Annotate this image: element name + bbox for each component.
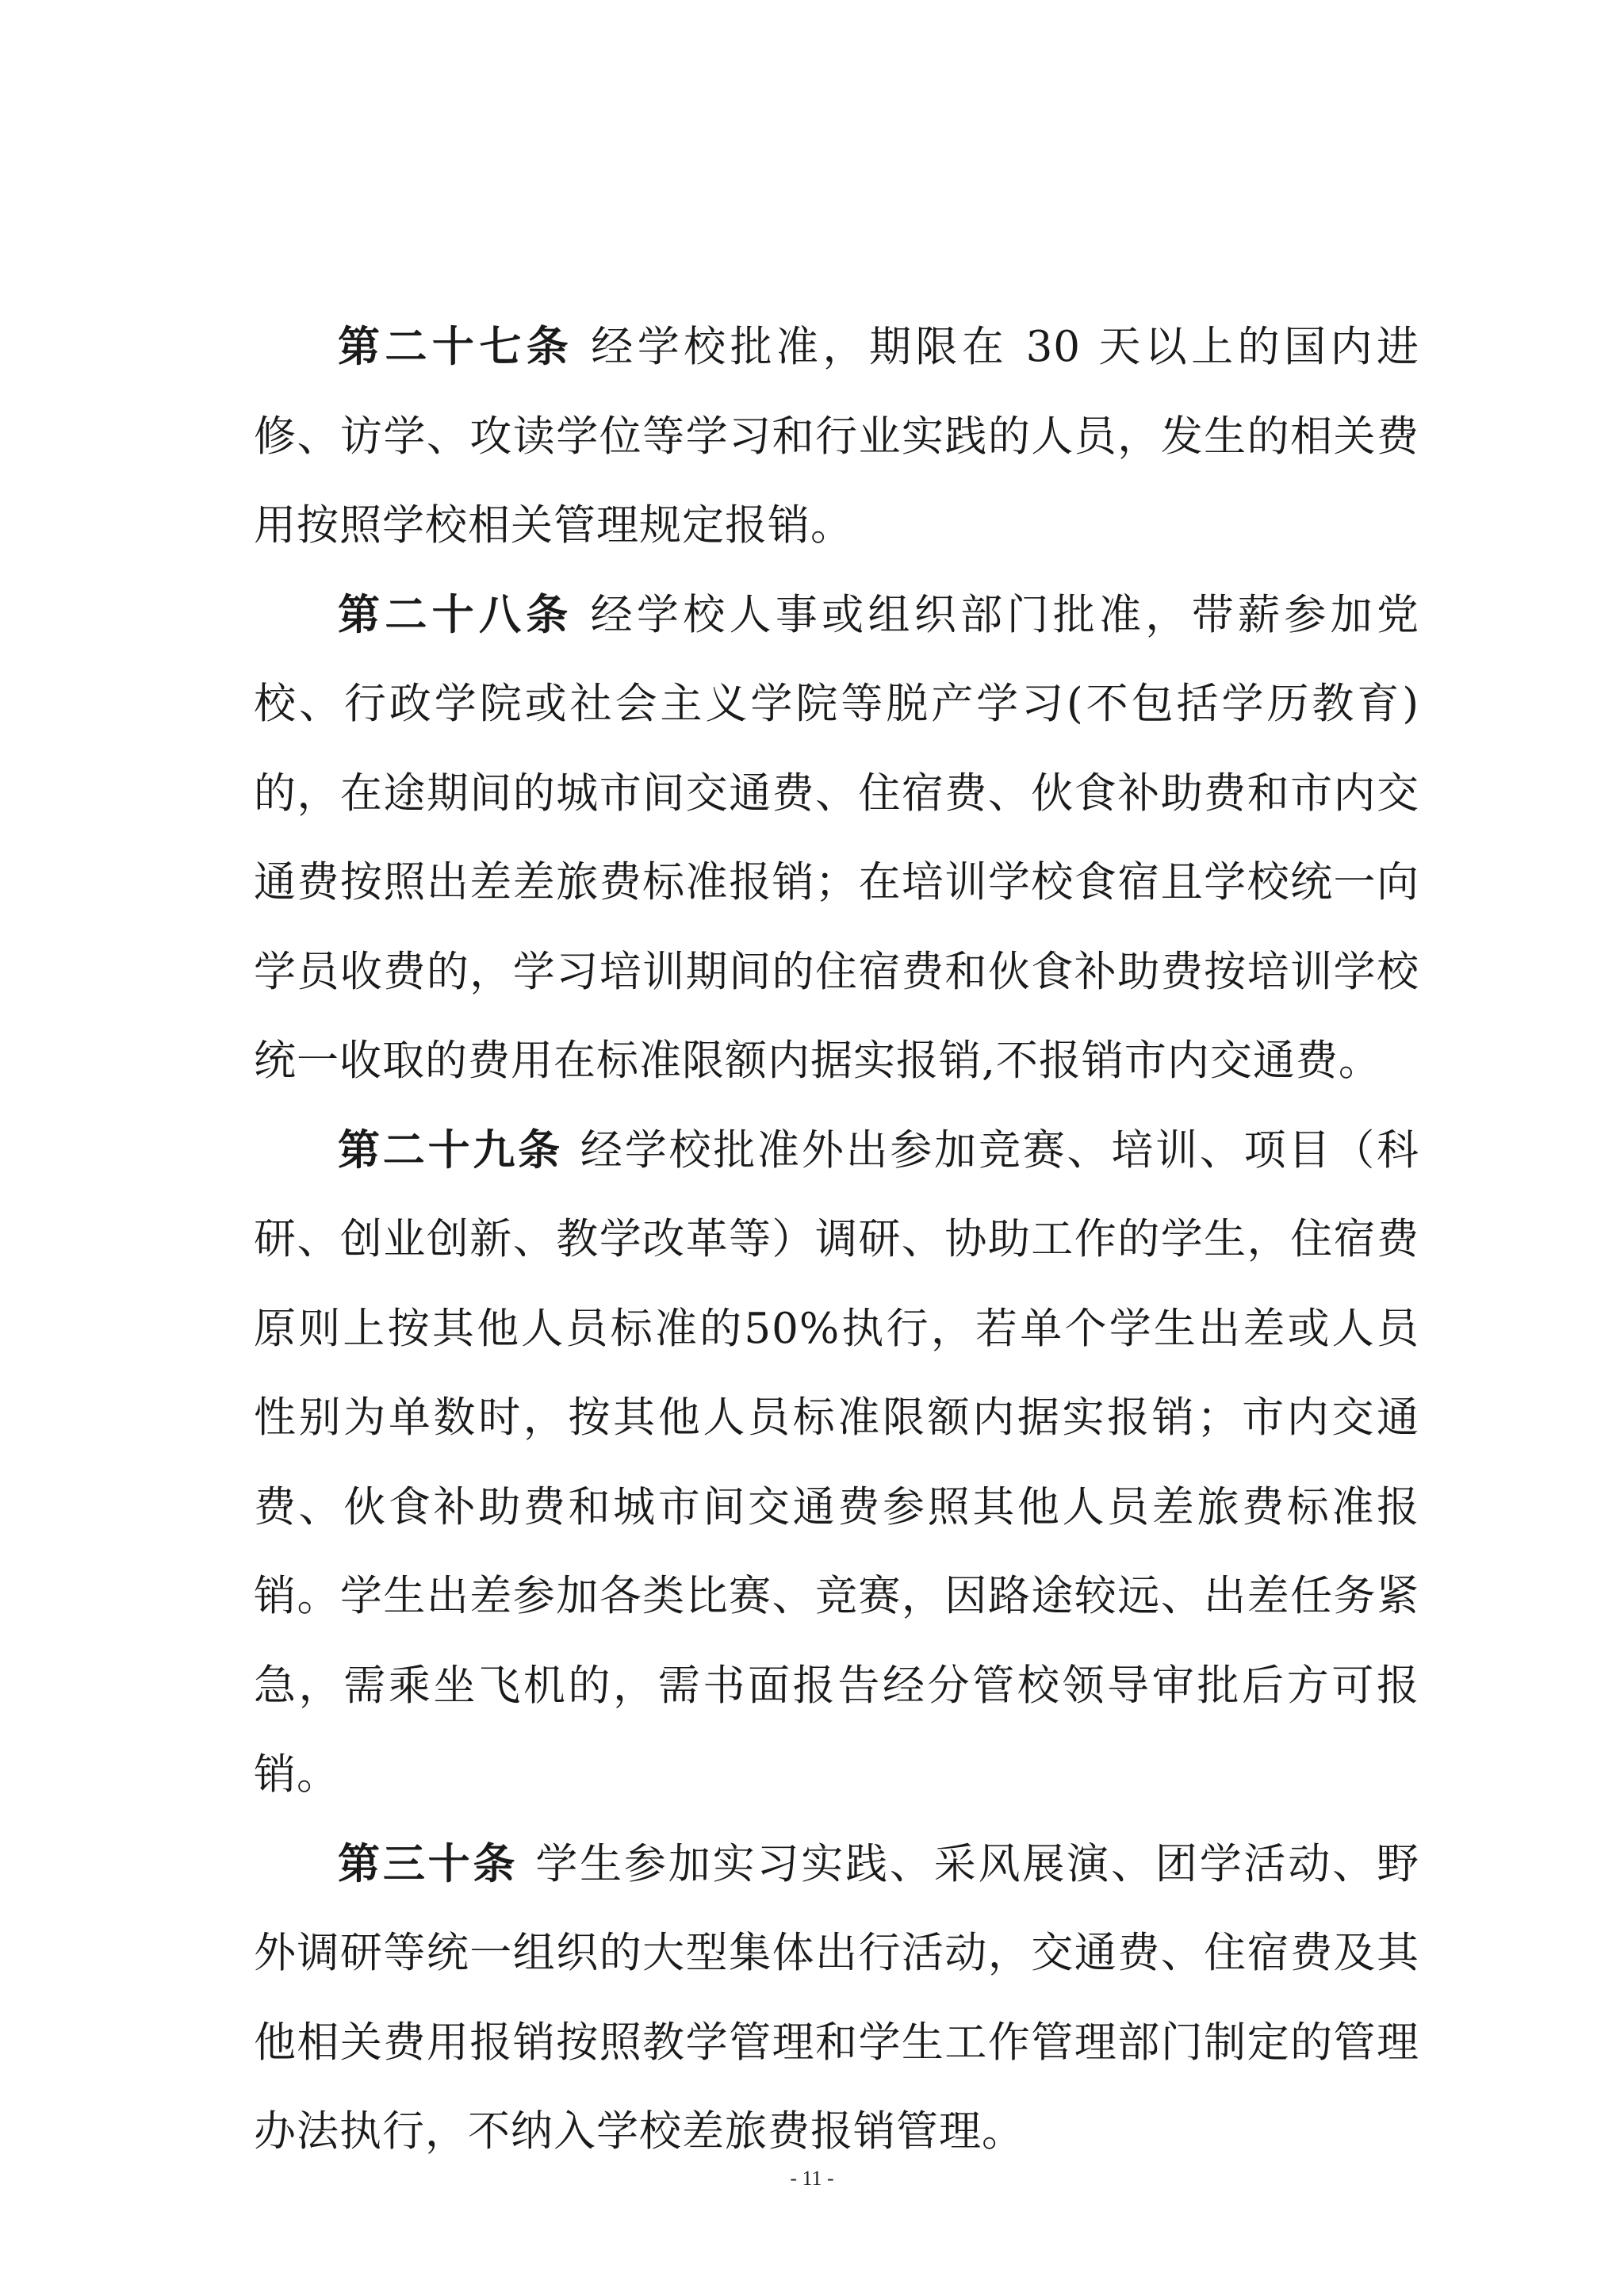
article-28-text: 经学校人事或组织部门批准，带薪参加党校、行政学院或社会主义学院等脱产学习(不包括学历教育)的，在途期间的城市间交通费、住宿费、伙食补助费和市内交通费按照出差差旅费标准报销；在培训学校食宿且学校统一向学员收费的，学习培训期间的住宿费和伙食补助费按培训学校统一收取的费用在标准限额内据实报销,不报销市内交通费。 — [254, 590, 1420, 1085]
article-27-heading: 第二十七条 — [338, 323, 574, 371]
article-27-text: 经学校批准，期限在 30 天以上的国内进修、访学、攻读学位等学习和行业实践的人员，发生的相关费用按照学校相关管理规定报销。 — [254, 323, 1420, 550]
article-30-heading: 第三十条 — [338, 1839, 519, 1888]
article-29-heading: 第二十九条 — [338, 1125, 563, 1175]
article-30-text: 学生参加实习实践、采风展演、团学活动、野外调研等统一组织的大型集体出行活动，交通费、住宿费及其他相关费用报销按照教学管理和学生工作管理部门制定的管理办法执行，不纳入学校差旅费报销管理。 — [254, 1839, 1420, 2156]
document-body — [254, 303, 1419, 2177]
article-29-text: 经学校批准外出参加竞赛、培训、项目（科研、创业创新、教学改革等）调研、协助工作的学生，住宿费原则上按其他人员标准的50%执行，若单个学生出差或人员性别为单数时，按其他人员标准限额内据实报销；市内交通费、伙食补助费和城市间交通费参照其他人员差旅费标准报销。学生出差参加各类比赛、竞赛，因路途较远、出差任务紧急，需乘坐飞机的，需书面报告经分管校领导审批后方可报销。 — [254, 1125, 1420, 1799]
article-29 — [254, 1106, 1419, 1820]
article-27 — [254, 303, 1419, 571]
article-28 — [254, 571, 1419, 1106]
article-28-heading: 第二十八条 — [338, 590, 573, 639]
article-30 — [254, 1820, 1419, 2177]
page-number: - 11 - — [790, 2167, 834, 2190]
